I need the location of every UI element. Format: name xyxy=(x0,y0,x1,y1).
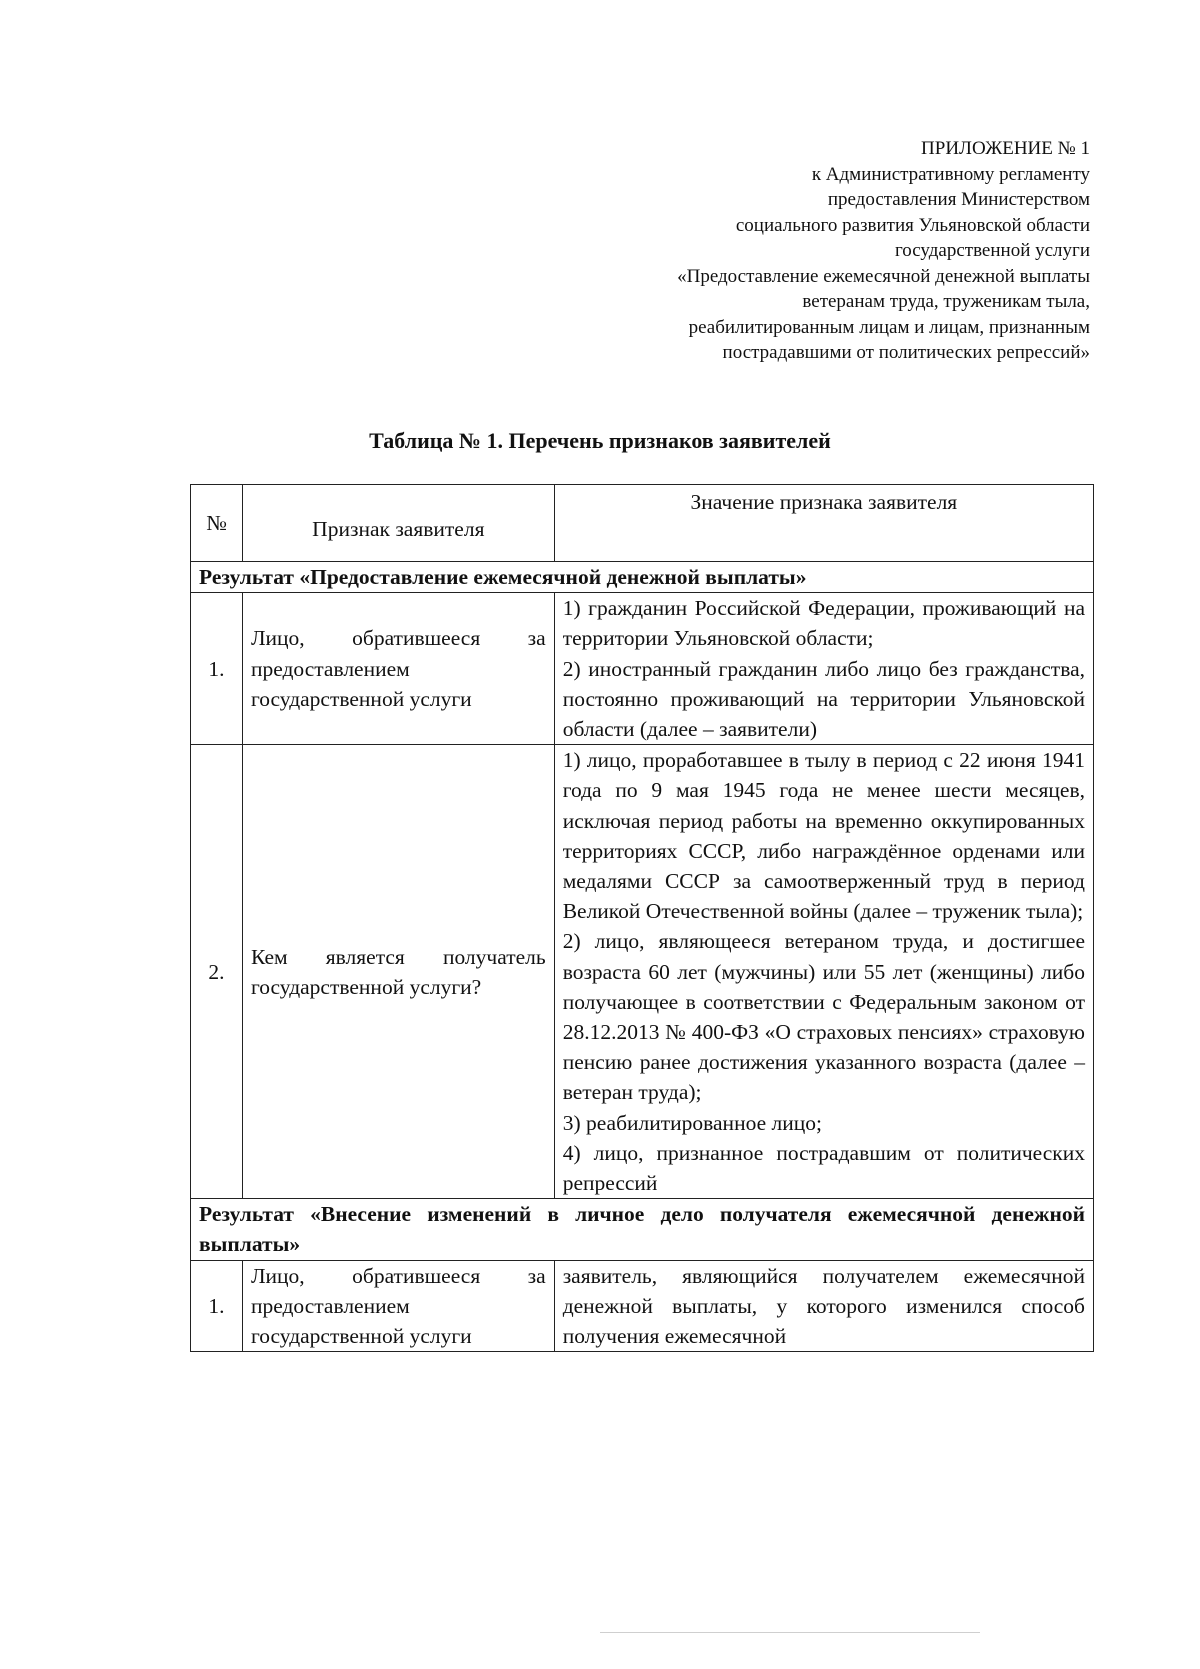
appendix-line: пострадавшими от политических репрессий» xyxy=(722,342,1090,363)
row-sign: Лицо, обратившееся за предоставлением государственной услуги xyxy=(242,1260,554,1352)
row-number: 2. xyxy=(191,745,243,1199)
row-value xyxy=(554,593,1093,745)
value-item: 4) лицо, признанное пострадавшим от политических репрессий xyxy=(562,1140,1085,1196)
appendix-line: реабилитированным лицам и лицам, признанным xyxy=(688,316,1090,338)
value-item: 2) лицо, являющееся ветераном труда, и достигшее возраста 60 лет (мужчины) или 55 лет (женщины) либо получающее в соответствии с Федеральным законом от 28.12.2013 № 400-ФЗ «О страховых пенсиях» страховую пенсию ранее достижения указанного возраста (далее – ветеран труда); xyxy=(562,929,1085,1105)
header-sign: Признак заявителя xyxy=(242,485,554,562)
section-label: Результат «Внесение изменений в личное дело получателя ежемесячной денежной выплаты» xyxy=(191,1199,1094,1260)
applicant-signs-table xyxy=(190,484,1094,1352)
table-row xyxy=(191,593,1094,745)
table-header-row xyxy=(191,485,1094,562)
row-value: заявитель, являющийся получателем ежемесячной денежной выплаты, у которого изменился способ получения ежемесячной xyxy=(554,1260,1093,1352)
appendix-line: ветеранам труда, труженикам тыла, xyxy=(802,291,1090,312)
header-value: Значение признака заявителя xyxy=(554,485,1093,562)
appendix-header xyxy=(530,136,1090,366)
table-row xyxy=(191,745,1094,1199)
appendix-line: «Предоставление ежемесячной денежной выплаты xyxy=(677,265,1090,287)
appendix-line: к Административному регламенту xyxy=(811,163,1090,185)
row-sign: Кем является получатель государственной услуги? xyxy=(242,745,554,1199)
row-value xyxy=(554,745,1093,1199)
row-sign: Лицо, обратившееся за предоставлением государственной услуги xyxy=(242,593,554,745)
value-item: 2) иностранный гражданин либо лицо без гражданства, постоянно проживающий на территории Ульяновской области (далее – заявители) xyxy=(562,656,1085,742)
value-item: 1) лицо, проработавшее в тылу в период с 22 июня 1941 года по 9 мая 1945 года не менее шести месяцев, исключая период работы на временно оккупированных территориях СССР, либо награждённое орденами или медалями СССР за самоотверженный труд в период Великой Отечественной войны (далее – труженик тыла); xyxy=(562,748,1085,924)
appendix-line: предоставления Министерством xyxy=(827,189,1090,210)
table-title: Таблица № 1. Перечень признаков заявителей xyxy=(369,428,831,453)
appendix-line: государственной услуги xyxy=(894,240,1090,261)
value-item: 1) гражданин Российской Федерации, проживающий на территории Ульяновской области; xyxy=(562,596,1085,651)
section-row xyxy=(191,1199,1094,1260)
value-item: 3) реабилитированное лицо; xyxy=(562,1110,822,1135)
row-number: 1. xyxy=(191,1260,243,1352)
header-number: № xyxy=(191,485,243,562)
footer-divider xyxy=(600,1632,980,1633)
section-label: Результат «Предоставление ежемесячной денежной выплаты» xyxy=(191,562,1094,593)
table-row xyxy=(191,1260,1094,1352)
appendix-line: ПРИЛОЖЕНИЕ № 1 xyxy=(921,138,1090,159)
row-number: 1. xyxy=(191,593,243,745)
appendix-line: социального развития Ульяновской области xyxy=(735,214,1090,236)
section-row xyxy=(191,562,1094,593)
